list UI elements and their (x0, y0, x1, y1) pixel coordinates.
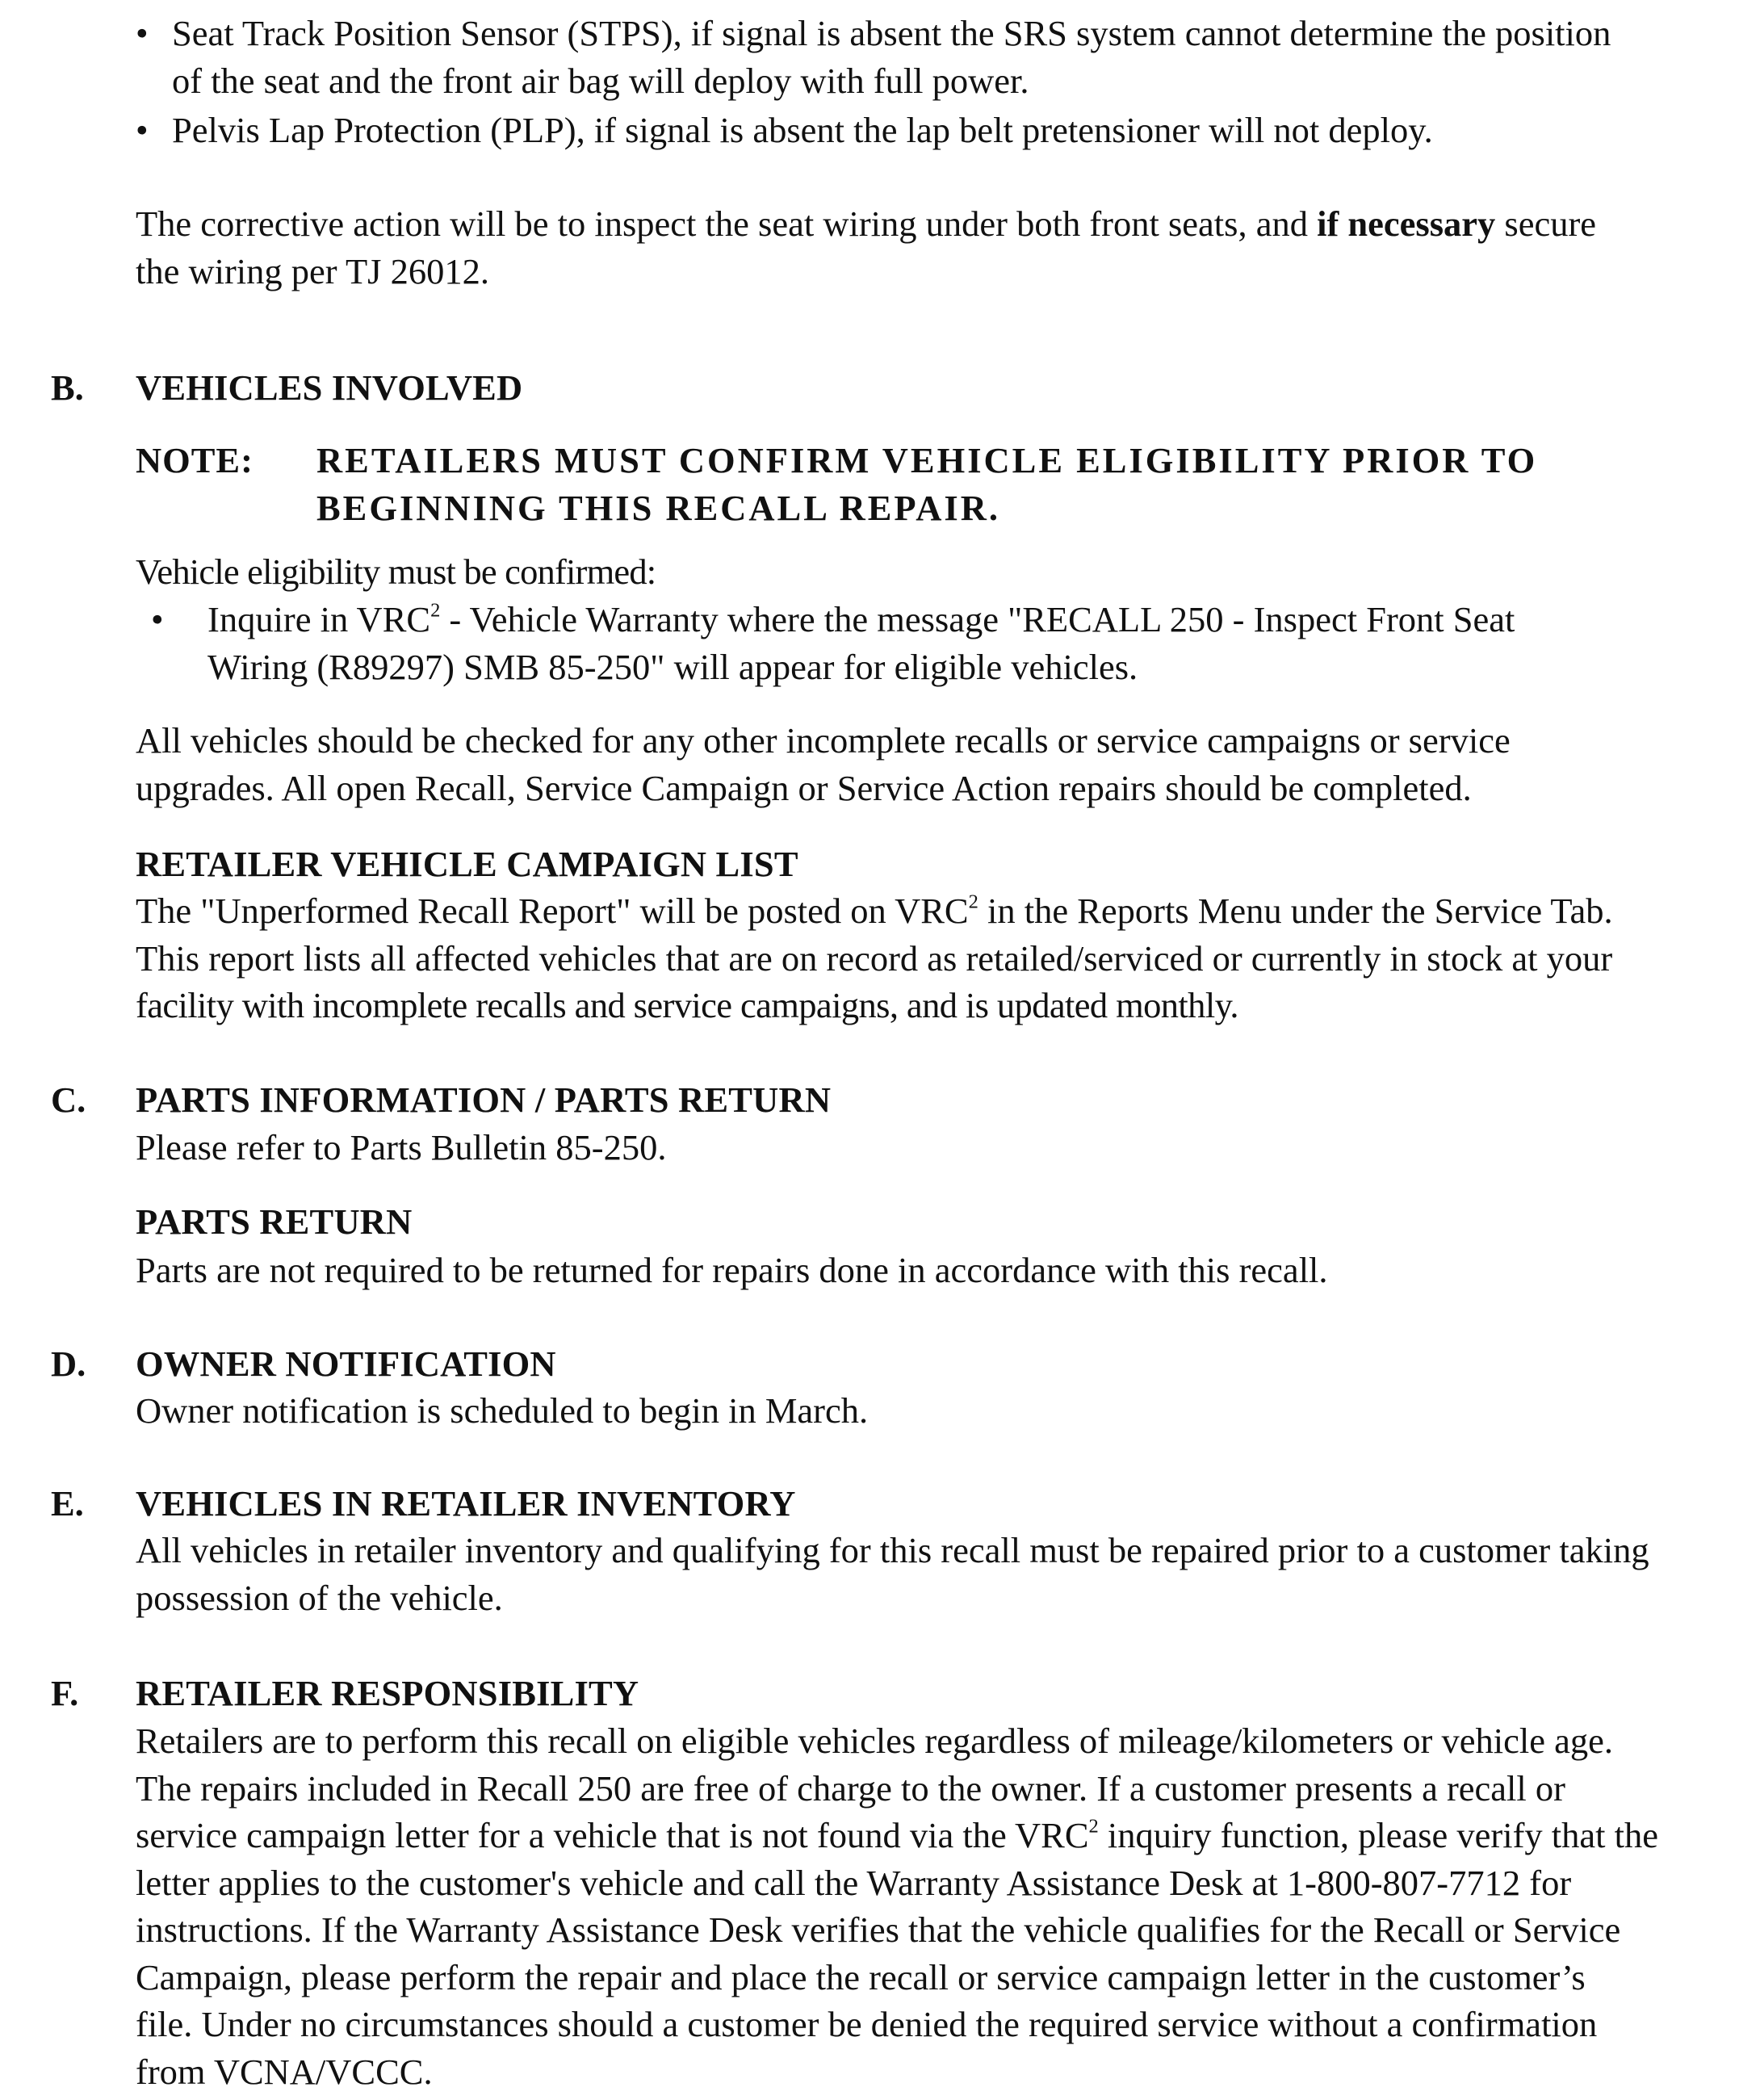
section-heading-owner-notification: OWNER NOTIFICATION (136, 1343, 556, 1384)
emphasis-text: if necessary (1317, 203, 1496, 244)
section-letter-e: E. (51, 1483, 84, 1524)
paragraph-line: The corrective action will be to inspect the seat wiring under both front seats, and if necessary secure (136, 203, 1597, 244)
section-heading-retailer-inventory: VEHICLES IN RETAILER INVENTORY (136, 1483, 796, 1524)
paragraph-line: All vehicles should be checked for any other incomplete recalls or service campaigns or service (136, 720, 1511, 761)
corrective-action-paragraph (136, 200, 1596, 295)
bullet-text-line: Wiring (R89297) SMB 85-250" will appear for eligible vehicles. (207, 646, 1138, 687)
check-recalls-paragraph (136, 717, 1511, 811)
note-text (316, 437, 1537, 531)
paragraph-line: All vehicles in retailer inventory and qualifying for this recall must be repaired prior to a customer taking (136, 1530, 1649, 1570)
paragraph-line: facility with incomplete recalls and service campaigns, and is updated monthly. (136, 985, 1238, 1025)
paragraph-line: Campaign, please perform the repair and place the recall or service campaign letter in the customer’s (136, 1956, 1586, 1997)
eligibility-intro: Vehicle eligibility must be confirmed: (136, 551, 656, 592)
paragraph-line: from VCNA/VCCC. (136, 2051, 433, 2092)
paragraph-line: service campaign letter for a vehicle that is not found via the VRC$^2$ inquiry function, please verify that the (136, 1815, 1659, 1855)
bullet-text-line: Pelvis Lap Protection (PLP), if signal is absent the lap belt pretensioner will not deploy. (172, 110, 1433, 150)
note-line: RETAILERS MUST CONFIRM VEHICLE ELIGIBILITY PRIOR TO (316, 440, 1538, 480)
section-letter-d: D. (51, 1343, 86, 1384)
parts-bulletin-text: Please refer to Parts Bulletin 85-250. (136, 1127, 667, 1167)
owner-notification-text: Owner notification is scheduled to begin in March. (136, 1390, 869, 1431)
sub-heading-campaign-list: RETAILER VEHICLE CAMPAIGN LIST (136, 844, 798, 884)
bullet-text-line: Inquire in VRC$^2$ - Vehicle Warranty where the message "RECALL 250 - Inspect Front Seat (207, 599, 1515, 639)
paragraph-line: This report lists all affected vehicles that are on record as retailed/serviced or currently in stock at your (136, 937, 1613, 979)
bullet-item-plp (136, 107, 1433, 154)
bullet-text-line: Seat Track Position Sensor (STPS), if signal is absent the SRS system cannot determine the position (172, 13, 1611, 53)
note-label: NOTE: (136, 440, 254, 480)
section-heading-parts-information: PARTS INFORMATION / PARTS RETURN (136, 1079, 832, 1120)
section-heading-retailer-responsibility: RETAILER RESPONSIBILITY (136, 1673, 639, 1713)
paragraph-line: file. Under no circumstances should a customer be denied the required service without a confirmation (136, 2004, 1598, 2044)
section-letter-f: F. (51, 1673, 79, 1713)
paragraph-line: The "Unperformed Recall Report" will be posted on VRC$^2$ in the Reports Menu under the Service Tab. (136, 891, 1613, 931)
bullet-text-line: of the seat and the front air bag will deploy with full power. (172, 60, 1029, 101)
section-letter-c: C. (51, 1079, 86, 1120)
paragraph-line: instructions. If the Warranty Assistance Desk verifies that the vehicle qualifies for the Recall or Service (136, 1909, 1621, 1950)
bullet-glyph: • (151, 599, 164, 639)
section-letter-b: B. (51, 367, 84, 408)
paragraph-line: Retailers are to perform this recall on eligible vehicles regardless of mileage/kilometers or vehicle age. (136, 1721, 1613, 1761)
retailer-responsibility-paragraph (136, 1717, 1658, 2095)
paragraph-line: possession of the vehicle. (136, 1577, 503, 1618)
section-heading-vehicles-involved: VEHICLES INVOLVED (136, 367, 523, 408)
bullet-item-vrc-inquiry (151, 596, 1515, 690)
bullet-glyph: • (136, 110, 149, 150)
paragraph-line: upgrades. All open Recall, Service Campaign or Service Action repairs should be completed. (136, 767, 1472, 808)
retailer-inventory-paragraph (136, 1527, 1649, 1621)
paragraph-line: The repairs included in Recall 250 are free of charge to the owner. If a customer presents a recall or (136, 1767, 1565, 1809)
paragraph-line: letter applies to the customer's vehicle and call the Warranty Assistance Desk at 1-800-807-7712 for (136, 1862, 1572, 1903)
note-line: BEGINNING THIS RECALL REPAIR. (316, 487, 1000, 528)
bullet-glyph: • (136, 13, 149, 53)
paragraph-line: the wiring per TJ 26012. (136, 250, 489, 291)
campaign-list-paragraph (136, 887, 1613, 1029)
bullet-item-stps (136, 10, 1611, 104)
parts-return-text: Parts are not required to be returned for repairs done in accordance with this recall. (136, 1250, 1328, 1290)
sub-heading-parts-return: PARTS RETURN (136, 1201, 413, 1242)
